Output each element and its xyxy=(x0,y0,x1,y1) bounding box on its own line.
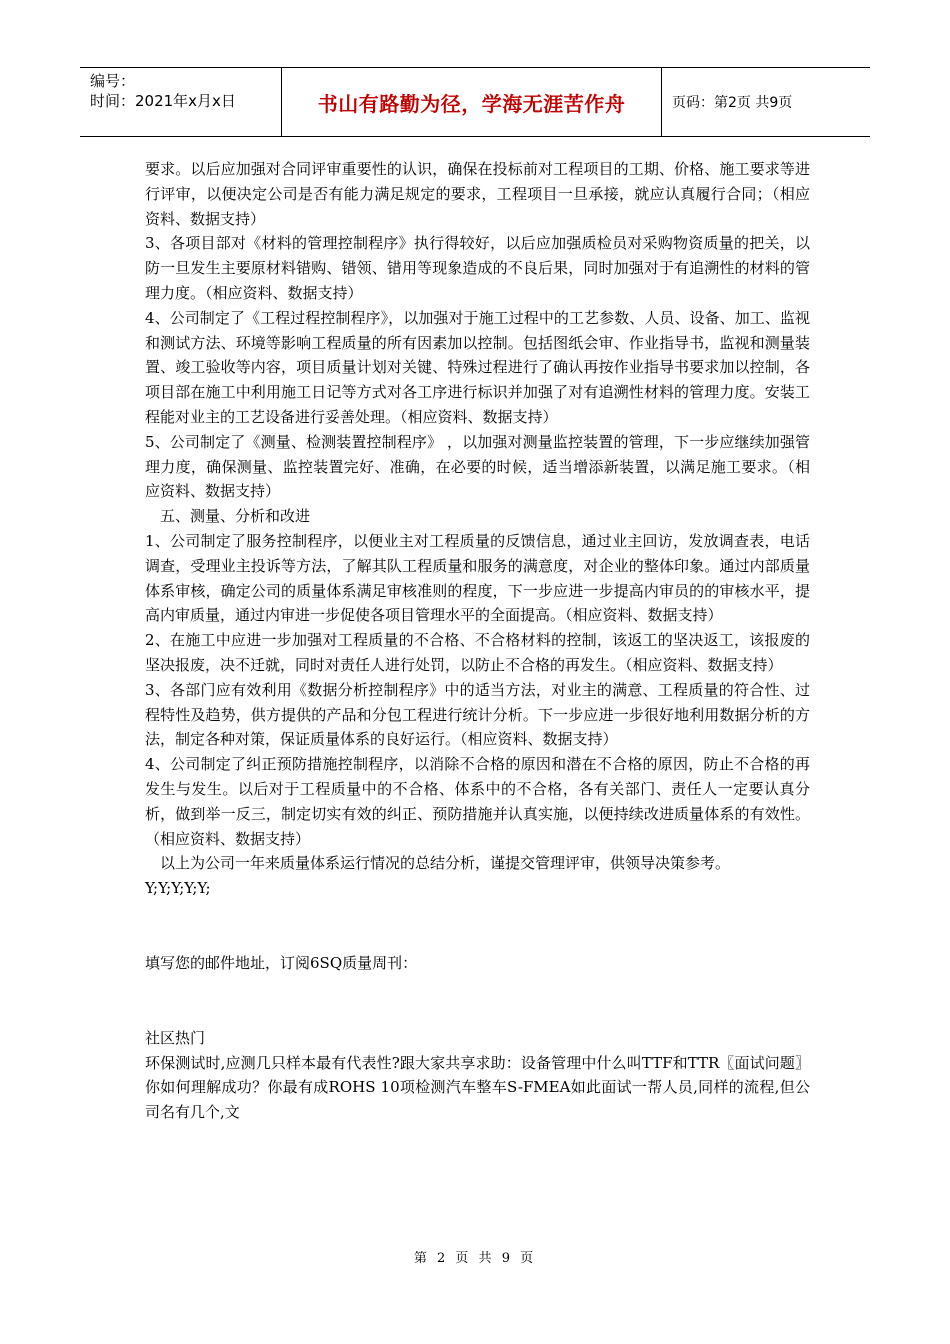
spacer xyxy=(145,976,810,1026)
header-page-info: 页码：第2页 共9页 xyxy=(672,95,793,111)
paragraph: 4、公司制定了纠正预防措施控制程序，以消除不合格的原因和潜在不合格的原因，防止不合格的再发生与发生。以后对于工程质量中的不合格、体系中的不合格，各有关部门、责任人一定要认真分析，做到举一反三，制定切实有效的纠正、预防措施并认真实施，以便持续改进质量体系的有效性。（相应资料、数据支持） xyxy=(145,755,810,848)
header-page-cell xyxy=(662,68,870,136)
paragraph: 5、公司制定了《测量、检测装置控制程序》 ，以加强对测量监控装置的管理，下一步应继续加强管理力度，确保测量、监控装置完好、准确，在必要的时候，适当增添新装置，以满足施工要求。（相应资料、数据支持） xyxy=(145,432,810,501)
paragraph: 1、公司制定了服务控制程序，以便业主对工程质量的反馈信息，通过业主回访，发放调查表，电话调查，受理业主投诉等方法，了解其队工程质量和服务的满意度，对企业的整体印象。通过内部质量体系审核，确定公司的质量体系满足审核准则的程度，下一步应进一步提高内审员的的审核水平，提高内审质量，通过内审进一步促使各项目管理水平的全面提高。（相应资料、数据支持） xyxy=(145,531,810,625)
subscribe-text: 填写您的邮件地址，订阅6SQ质量周刊： xyxy=(145,953,418,972)
document-body xyxy=(145,157,810,1125)
paragraph: 2、在施工中应进一步加强对工程质量的不合格、不合格材料的控制，该返工的坚决返工，该报废的坚决报废，决不迁就，同时对责任人进行处罚，以防止不合格的再发生。（相应资料、数据支持） xyxy=(145,631,810,674)
paragraph: 3、各部门应有效利用《数据分析控制程序》中的适当方法，对业主的满意、工程质量的符合性、过程特性及趋势，供方提供的产品和分包工程进行统计分析。下一步应进一步很好地利用数据分析的方法，制定各种对策，保证质量体系的良好运行。（相应资料、数据支持） xyxy=(145,680,810,749)
conclusion-paragraph: 以上为公司一年来质量体系运行情况的总结分析，谨提交管理评审，供领导决策参考。 xyxy=(160,854,731,873)
section-heading: 五、测量、分析和改进 xyxy=(160,507,311,526)
header-motto-cell xyxy=(282,68,662,136)
community-title: 社区热门 xyxy=(145,1028,206,1047)
paragraph: 4、公司制定了《工程过程控制程序》，以加强对于施工过程中的工艺参数、人员、设备、加工、监视和测试方法、环境等影响工程质量的所有因素加以控制。包括图纸会审、作业指导书，监视和测量装置、竣工验收等内容，项目质量计划对关键、特殊过程进行了确认再按作业指导书要求加以控制，各项目部在施工中利用施工日记等方式对各工序进行标识并加强了对有追溯性材料的管理力度。安装工程能对业主的工艺设备进行妥善处理。（相应资料、数据支持） xyxy=(145,308,810,426)
page-header xyxy=(80,67,870,137)
document-code-label: 编号： xyxy=(90,72,136,90)
document-date-label: 时间：2021年x月x日 xyxy=(90,92,236,110)
header-meta-cell xyxy=(80,68,282,136)
paragraph: 3、各项目部对《材料的管理控制程序》执行得较好，以后应加强质检员对采购物资质量的把关，以防一旦发生主要原材料错购、错领、错用等现象造成的不良后果，同时加强对于有追溯性的材料的管理力度。（相应资料、数据支持） xyxy=(145,234,810,302)
header-motto: 书山有路勤为径，学海无涯苦作舟 xyxy=(317,91,626,116)
paragraph: 要求。以后应加强对合同评审重要性的认识，确保在投标前对工程项目的工期、价格、施工要求等进行评审，以便决定公司是否有能力满足规定的要求，工程项目一旦承接，就应认真履行合同；（相应资料、数据支持） xyxy=(145,160,810,228)
y-line: Y;Y;Y;Y;Y; xyxy=(145,879,211,898)
page-footer: 第 2 页 共 9 页 xyxy=(413,1251,537,1266)
spacer xyxy=(145,901,810,951)
community-text: 环保测试时,应测几只样本最有代表性?跟大家共享求助：设备管理中什么叫TTF和TTR〖面试问题〗你如何理解成功？你最有成ROHS 10项检测汽车整车S-FMEA如此面试一帮人员,同样的流程,但公司名有几个,文 xyxy=(145,1053,810,1122)
